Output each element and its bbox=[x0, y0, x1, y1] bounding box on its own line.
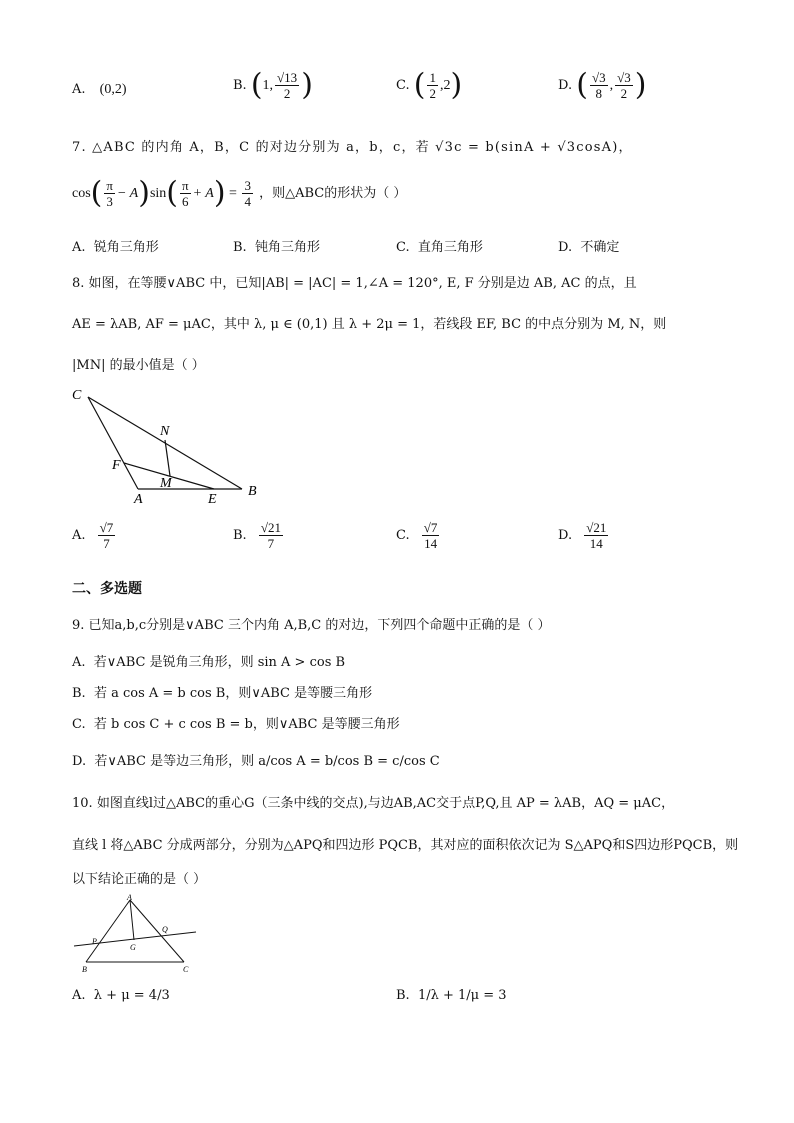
q8-option-b bbox=[233, 520, 285, 551]
fraction-numerator: √7 bbox=[99, 520, 114, 535]
q10-option-a bbox=[72, 988, 170, 1003]
label-f: F bbox=[112, 458, 121, 473]
question-text: 如图直线l过△ABC的重心G（三条中线的交点),与边AB,AC交于点P,Q,且 AP = λAB，AQ = μAC， bbox=[96, 796, 675, 811]
label-q: Q bbox=[162, 925, 168, 934]
question-text: ，则△ABC的形状为（ ） bbox=[259, 186, 407, 201]
option-label: C. bbox=[396, 240, 410, 255]
question-number: 7. bbox=[72, 140, 87, 155]
q6-option-d: D. ( $\frac{√3}{8}$ , $\frac{√3}{2}$ ) bbox=[558, 67, 647, 103]
option-text: 直角三角形 bbox=[417, 240, 483, 255]
q9-stem bbox=[72, 614, 551, 633]
option-label: B. bbox=[233, 528, 247, 543]
label-p: P bbox=[92, 937, 97, 946]
fraction-denominator: 7 bbox=[103, 536, 110, 551]
q8-option-c bbox=[396, 520, 441, 551]
segment-ca bbox=[88, 397, 138, 489]
q6-option-c: C. ( $\frac{1}{2}$ ,2) bbox=[396, 67, 463, 103]
q10-stem-line2 bbox=[72, 834, 738, 853]
q6-option-a bbox=[72, 82, 127, 98]
segment-ab bbox=[86, 900, 130, 962]
option-text: 若 b cos C + c cos B = b，则∨ABC 是等腰三角形 bbox=[93, 717, 400, 732]
option-math: (0,2) bbox=[99, 82, 127, 97]
fraction-denominator: 7 bbox=[267, 536, 275, 551]
question-text: 已知a,b,c分别是∨ABC 三个内角 A,B,C 的对边，下列四个命题中正确的是（ ） bbox=[88, 618, 551, 633]
fraction-denominator: 14 bbox=[589, 536, 603, 551]
question-number: 8. bbox=[72, 276, 85, 291]
option-label: B. bbox=[72, 686, 86, 701]
option-label: D. bbox=[558, 240, 573, 255]
option-label: A. bbox=[72, 655, 86, 670]
option-text: 1/λ + 1/μ = 3 bbox=[417, 988, 507, 1003]
label-c: C bbox=[183, 965, 189, 974]
q10-stem-line3 bbox=[72, 868, 206, 887]
label-a: A bbox=[127, 893, 132, 902]
q7-stem-line1 bbox=[72, 136, 633, 155]
option-label: A. bbox=[72, 988, 86, 1003]
q7-option-d bbox=[558, 236, 619, 255]
option-text: 钝角三角形 bbox=[254, 240, 320, 255]
question-text: △ABC 的内角 A，B，C 的对边分别为 a，b，c，若 √3c = b(sinA + √3cosA)， bbox=[92, 140, 633, 155]
q8-stem-line3 bbox=[72, 354, 205, 373]
q7-option-c bbox=[396, 236, 483, 255]
question-number: 10. bbox=[72, 796, 93, 811]
question-text: AE = λAB, AF = μAC，其中 λ, μ ∈ (0,1) 且 λ + 2μ = 1，若线段 EF, BC 的中点分别为 M, N，则 bbox=[72, 317, 667, 332]
label-e: E bbox=[208, 492, 217, 507]
label-m: M bbox=[160, 476, 172, 491]
question-text: |MN| 的最小值是（ ） bbox=[72, 358, 205, 373]
option-text: 若∨ABC 是等边三角形，则 a/cos A = b/cos B = c/cos C bbox=[94, 754, 440, 769]
q8-stem-line2 bbox=[72, 313, 666, 332]
option-label: C. bbox=[72, 717, 86, 732]
option-text: 若 a cos A = b cos B，则∨ABC 是等腰三角形 bbox=[93, 686, 373, 701]
option-label: A. bbox=[72, 82, 86, 97]
option-label: A. bbox=[72, 240, 86, 255]
section-title: 二、多选题 bbox=[72, 581, 142, 597]
label-g: G bbox=[130, 943, 136, 952]
q10-stem-line1 bbox=[72, 792, 674, 811]
label-b: B bbox=[82, 965, 87, 974]
option-text: 若∨ABC 是锐角三角形，则 sin A > cos B bbox=[93, 655, 346, 670]
q8-option-d bbox=[558, 520, 610, 551]
q9-option-c bbox=[72, 713, 400, 732]
median-ag bbox=[130, 900, 134, 940]
question-number: 9. bbox=[72, 618, 85, 633]
q8-stem-line1 bbox=[72, 272, 637, 291]
option-label: D. bbox=[72, 754, 87, 769]
label-a: A bbox=[134, 492, 143, 507]
option-text: 锐角三角形 bbox=[93, 240, 159, 255]
option-label: C. bbox=[396, 78, 410, 93]
q7-option-b bbox=[233, 236, 320, 255]
q9-option-d bbox=[72, 750, 440, 769]
option-text: 不确定 bbox=[580, 240, 620, 255]
segment-ac bbox=[130, 900, 184, 962]
q10-triangle-figure bbox=[70, 892, 200, 974]
fraction-numerator: √7 bbox=[423, 520, 438, 535]
option-label: B. bbox=[233, 78, 247, 93]
option-label: A. bbox=[72, 528, 86, 543]
q9-option-a bbox=[72, 651, 345, 670]
fraction-numerator: √21 bbox=[260, 520, 281, 535]
q7-stem-line2: cos( $\frac{\pi}{3}$ − A)sin( $\frac{\pi}{6}$ + A) = $\frac{3}{4}$ ，则△ABC的形状为（ ） bbox=[72, 175, 407, 211]
fraction-numerator: √21 bbox=[586, 520, 607, 535]
question-text: 如图，在等腰∨ABC 中，已知|AB| = |AC| = 1,∠A = 120°, E, F 分别是边 AB, AC 的点，且 bbox=[88, 276, 637, 291]
fraction-denominator: 14 bbox=[424, 536, 438, 551]
q9-option-b bbox=[72, 682, 372, 701]
label-n: N bbox=[160, 424, 170, 439]
option-label: D. bbox=[558, 528, 573, 543]
q6-option-b: B. (1, $\frac{√13}{2}$ ) bbox=[233, 67, 313, 103]
q10-option-b bbox=[396, 988, 507, 1003]
option-label: C. bbox=[396, 528, 410, 543]
option-label: B. bbox=[233, 240, 247, 255]
option-label: D. bbox=[558, 78, 573, 93]
label-b: B bbox=[248, 484, 257, 499]
label-c: C bbox=[72, 388, 82, 403]
q8-triangle-figure bbox=[66, 383, 276, 508]
question-text: 直线 l 将△ABC 分成两部分，分别为△APQ和四边形 PQCB，其对应的面积依次记为 S△APQ和S四边形PQCB，则 bbox=[72, 838, 739, 853]
option-label: B. bbox=[396, 988, 410, 1003]
question-text: 以下结论正确的是（ ） bbox=[72, 872, 207, 887]
q8-option-a bbox=[72, 520, 117, 551]
q7-option-a bbox=[72, 236, 159, 255]
option-text: λ + μ = 4/3 bbox=[93, 988, 170, 1003]
